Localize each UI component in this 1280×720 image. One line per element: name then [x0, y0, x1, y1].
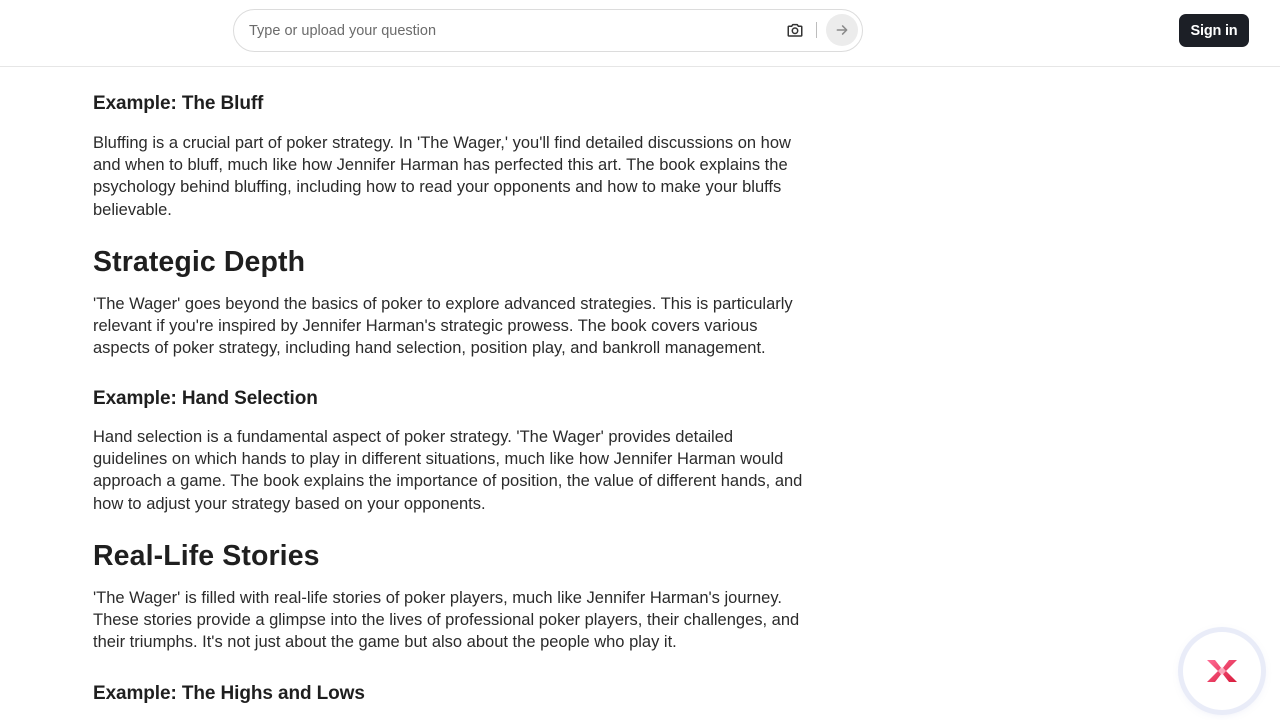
paragraph: Hand selection is a fundamental aspect of poker strategy. 'The Wager' provides detailed guidelines on which hands to play in different situations, much like how Jennifer Harman would approach a game. The book explains the importance of position, the value of different hands, and how to adjust your strategy based on your opponents. [93, 428, 803, 513]
search-input[interactable] [249, 21, 769, 41]
section-title: Real-Life Stories [93, 540, 320, 572]
search-divider [816, 22, 817, 38]
brand-logo-icon [1205, 657, 1239, 685]
paragraph: 'The Wager' goes beyond the basics of poker to explore advanced strategies. This is particularly relevant if you're inspired by Jennifer Harman's strategic prowess. The book covers various aspects of poker strategy, including hand selection, position play, and bankroll management. [93, 295, 793, 358]
camera-icon[interactable] [785, 20, 805, 40]
paragraph: Bluffing is a crucial part of poker strategy. In 'The Wager,' you'll find detailed discussions on how and when to bluff, much like how Jennifer Harman has perfected this art. The book explains the psychology behind bluffing, including how to read your opponents and how to make your bluffs believable. [93, 134, 791, 219]
section-heading: Example: Hand Selection [93, 388, 318, 409]
paragraph: 'The Wager' is filled with real-life stories of poker players, much like Jennifer Harman's journey. These stories provide a glimpse into the lives of professional poker players, their challenges, and their triumphs. It's not just about the game but also about the people who play it. [93, 589, 800, 652]
section-title: Strategic Depth [93, 246, 306, 278]
arrow-right-icon [835, 23, 849, 37]
section-heading: Example: The Highs and Lows [93, 683, 365, 704]
top-bar [0, 0, 1280, 67]
submit-button[interactable] [826, 14, 858, 46]
search-bar [233, 9, 863, 52]
sign-in-button[interactable]: Sign in [1179, 14, 1249, 47]
assistant-button[interactable] [1183, 632, 1261, 710]
section-heading: Example: The Bluff [93, 93, 264, 114]
